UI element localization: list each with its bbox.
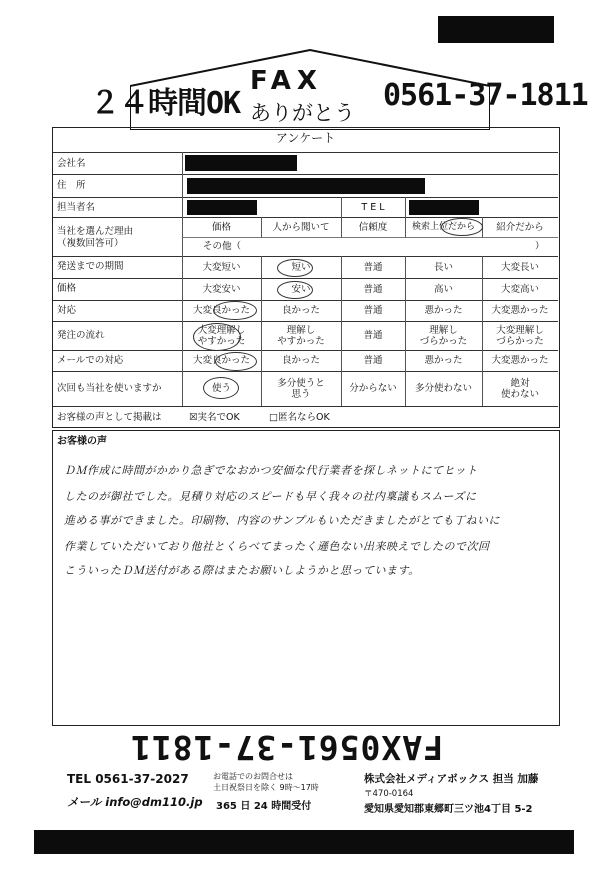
rating-option[interactable]: 普通 xyxy=(363,283,383,295)
rating-row-label: 対応 xyxy=(57,304,77,316)
rating-option[interactable]: 大変良かった xyxy=(192,355,250,366)
rating-row-label: 価格 xyxy=(57,283,77,294)
rating-option[interactable]: 長い xyxy=(433,261,453,273)
reason-price[interactable]: 価格 xyxy=(211,222,231,233)
answer-circle-support xyxy=(213,301,257,320)
voice-line-5: こういったＤＭ送付がある際はまたお願いしようかと思っています。 xyxy=(64,564,420,577)
answer-circle-flow xyxy=(193,323,241,351)
answer-circle-next xyxy=(203,377,239,399)
rating-row-label: 発送までの期間 xyxy=(57,261,124,272)
form-title: アンケート xyxy=(275,131,336,145)
rating-option[interactable]: 大変短い xyxy=(202,261,241,273)
rating-option[interactable]: 大変安い xyxy=(202,283,241,295)
footer-note-1: お電話でのお問合せは xyxy=(213,772,293,781)
rating-option[interactable]: 普通 xyxy=(363,355,383,366)
redaction-tel xyxy=(409,200,479,215)
rating-option[interactable]: 高い xyxy=(433,283,453,295)
answer-circle-shipping xyxy=(277,259,313,277)
rating-option[interactable]: 理解し やすかった xyxy=(277,324,325,347)
rating-option[interactable]: 良かった xyxy=(281,305,320,316)
redaction-person xyxy=(187,200,257,215)
footer-365-days: 365 日 24 時間受付 xyxy=(216,801,312,812)
rating-option[interactable]: 悪かった xyxy=(424,305,463,316)
footer-note-2: 土日祝祭日を除く 9時〜17時 xyxy=(213,783,319,792)
publish-anon-group xyxy=(269,412,330,423)
reason-introduced[interactable]: 紹介だから xyxy=(496,222,544,233)
footer-tel: TEL 0561-37-2027 xyxy=(67,772,189,786)
header-fax: FAX xyxy=(250,66,323,96)
rating-option[interactable]: 大変理解し づらかった xyxy=(496,324,544,347)
publish-real-label: 実名でOK xyxy=(197,412,240,423)
publish-anon-label: 匿名ならOK xyxy=(277,412,330,423)
rating-option[interactable]: 普通 xyxy=(363,330,383,341)
rating-option[interactable]: 普通 xyxy=(363,305,383,316)
rating-option[interactable]: 短い xyxy=(291,261,311,273)
voice-line-3: 進める事ができました。印刷物、内容のサンプルもいただきましたがとても丁ねいに xyxy=(64,514,501,527)
rating-option[interactable]: 絶対 使わない xyxy=(500,377,539,400)
redaction-top-right xyxy=(438,16,554,43)
fax-number-upside-down: FAX0561-37-1811 xyxy=(130,728,444,767)
redaction-address xyxy=(187,178,425,194)
rating-option[interactable]: 大変理解し やすかった xyxy=(197,324,246,347)
header-24-hours: ２４時間OK xyxy=(90,86,241,121)
rating-option[interactable]: 安い xyxy=(291,283,311,295)
unchecked-box-icon[interactable]: □ xyxy=(269,412,278,423)
publish-real-group xyxy=(189,412,240,423)
address-label: 住 所 xyxy=(57,180,86,191)
voice-line-2: したのが御社でした。見積り対応のスピードも早く我々の社内稟議もスムーズに xyxy=(64,490,477,503)
reason-referral-heard[interactable]: 人から聞いて xyxy=(272,222,330,233)
redaction-bottom-bar xyxy=(34,830,574,854)
reason-search-rank[interactable]: 検索上位だから xyxy=(411,222,475,232)
footer-zip: 〒470-0164 xyxy=(364,789,414,799)
reason-other[interactable]: その他（ xyxy=(203,241,242,252)
rating-option[interactable]: 多分使うと 思う xyxy=(277,377,325,400)
answer-circle-price xyxy=(277,281,313,299)
person-label: 担当者名 xyxy=(57,202,96,213)
rating-row-label: 次回も当社を使いますか xyxy=(57,382,162,394)
customer-voice-title: お客様の声 xyxy=(57,436,107,447)
rating-option[interactable]: 分からない xyxy=(349,383,397,394)
checked-box-icon[interactable]: ☒ xyxy=(189,412,198,423)
voice-line-1: ＤＭ作成に時間がかかり急ぎでなおかつ安価な代行業者を探しネットにてヒット xyxy=(64,464,478,477)
header-fax-number: 0561-37-1811 xyxy=(383,78,588,113)
rating-option[interactable]: 多分使わない xyxy=(414,383,472,394)
reason-trust[interactable]: 信頼度 xyxy=(358,222,388,233)
footer-mail[interactable]: メール info@dm110.jp xyxy=(67,795,203,809)
rating-row-label: メールでの対応 xyxy=(57,354,124,366)
footer-company: 株式会社メディアボックス 担当 加藤 xyxy=(364,773,539,785)
rating-row-label: 発注の流れ xyxy=(57,329,105,341)
answer-circle-mail xyxy=(215,352,257,371)
company-label: 会社名 xyxy=(57,158,86,169)
rating-option[interactable]: 理解し づらかった xyxy=(419,324,468,347)
reason-search-circle xyxy=(441,218,483,236)
questionnaire-form xyxy=(52,127,560,428)
rating-option[interactable]: 悪かった xyxy=(424,355,463,366)
reason-label-2: （複数回答可） xyxy=(57,238,124,249)
rating-option[interactable]: 大変良かった xyxy=(192,305,250,316)
reason-other-close: ） xyxy=(535,241,545,252)
redaction-company xyxy=(185,155,297,171)
rating-option[interactable]: 大変長い xyxy=(500,261,539,273)
rating-option[interactable]: 大変悪かった xyxy=(491,305,549,316)
footer-address: 愛知県愛知郡東郷町三ツ池4丁目 5-2 xyxy=(364,804,533,815)
tel-label: T E L xyxy=(361,202,385,213)
rating-option[interactable]: 使う xyxy=(211,383,231,394)
rating-option[interactable]: 大変悪かった xyxy=(491,355,549,366)
rating-option[interactable]: 良かった xyxy=(281,355,320,366)
header-thanks: ありがとう xyxy=(250,101,355,125)
rating-option[interactable]: 大変高い xyxy=(500,283,539,295)
voice-line-4: 作業していただいており他社とくらべてまったく遜色ない出来映えでしたので次回 xyxy=(64,540,490,553)
publish-label: お客様の声として掲載は xyxy=(57,412,162,423)
reason-label-1: 当社を選んだ理由 xyxy=(57,226,134,237)
rating-option[interactable]: 普通 xyxy=(363,261,383,273)
